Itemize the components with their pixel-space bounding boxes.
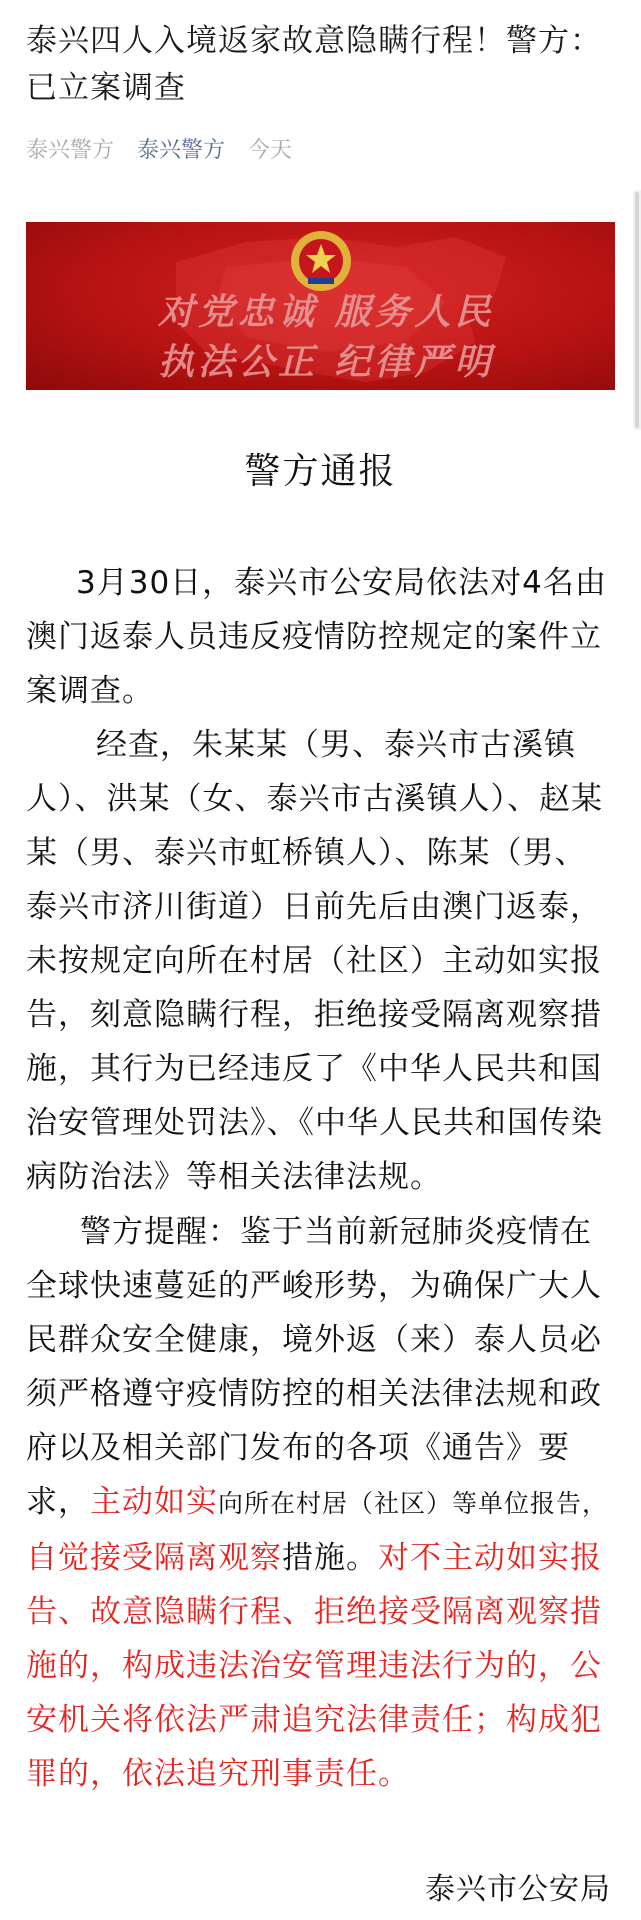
paragraph-2 — [26, 718, 616, 1204]
emphasis-report-truthfully: 主动如实 — [90, 1484, 218, 1520]
banner-slogan-2: 执法公正 纪律严明 — [158, 341, 495, 383]
emphasis-accept-isolation: 自觉接受隔离观察 — [26, 1540, 282, 1576]
paragraph-3 — [26, 1205, 616, 1801]
banner-slogan-1: 对党忠诚 服务人民 — [158, 291, 495, 333]
notice-heading: 警方通报 — [244, 451, 397, 492]
article-title: 泰兴四人入境返家故意隐瞒行程！警方：已立案调查 — [26, 23, 602, 106]
paragraph-3-text-b: 向所在村居（社区）等单位报告， — [218, 1489, 609, 1518]
paragraph-3-text-c: 措施。 — [282, 1540, 378, 1576]
emphasis-legal-warning: 对不主动如实报告、故意隐瞒行程、拒绝接受隔离观察措施的，构成违法治安管理违法行为的，公安机关将依法严肃追究法律责任；构成犯罪的，依法追究刑事责任。 — [26, 1540, 602, 1792]
article-meta — [26, 136, 308, 166]
author-name: 泰兴警方 — [26, 138, 115, 163]
banner-image — [26, 222, 615, 390]
paragraph-3-text-a: 警方提醒：鉴于当前新冠肺炎疫情在全球快速蔓延的严峻形势，为确保广大人民群众安全健康，境外返（来）泰人员必须严格遵守疫情防控的相关法律法规和政府以及相关部门发布的各项《通告》要求， — [26, 1214, 602, 1520]
account-link[interactable]: 泰兴警方 — [137, 138, 226, 163]
paragraph-1-text: 3月30日，泰兴市公安局依法对4名由澳门返泰人员违反疫情防控规定的案件立案调查。 — [26, 565, 607, 709]
paragraph-1 — [26, 556, 616, 718]
scrollbar-thumb[interactable] — [635, 192, 639, 428]
publish-date: 今天 — [248, 138, 293, 163]
signature: 泰兴市公安局 — [425, 1872, 611, 1907]
paragraph-2-text: 经查，朱某某（男、泰兴市古溪镇人）、洪某（女、泰兴市古溪镇人）、赵某某（男、泰兴市虹桥镇人）、陈某（男、泰兴市济川街道）日前先后由澳门返泰，未按规定向所在村居（社区）主动如实报告，刻意隐瞒行程，拒绝接受隔离观察措施，其行为已经违反了《中华人民共和国治安管理处罚法》、《中华人民共和国传染病防治法》等相关法律法规。 — [26, 727, 603, 1195]
